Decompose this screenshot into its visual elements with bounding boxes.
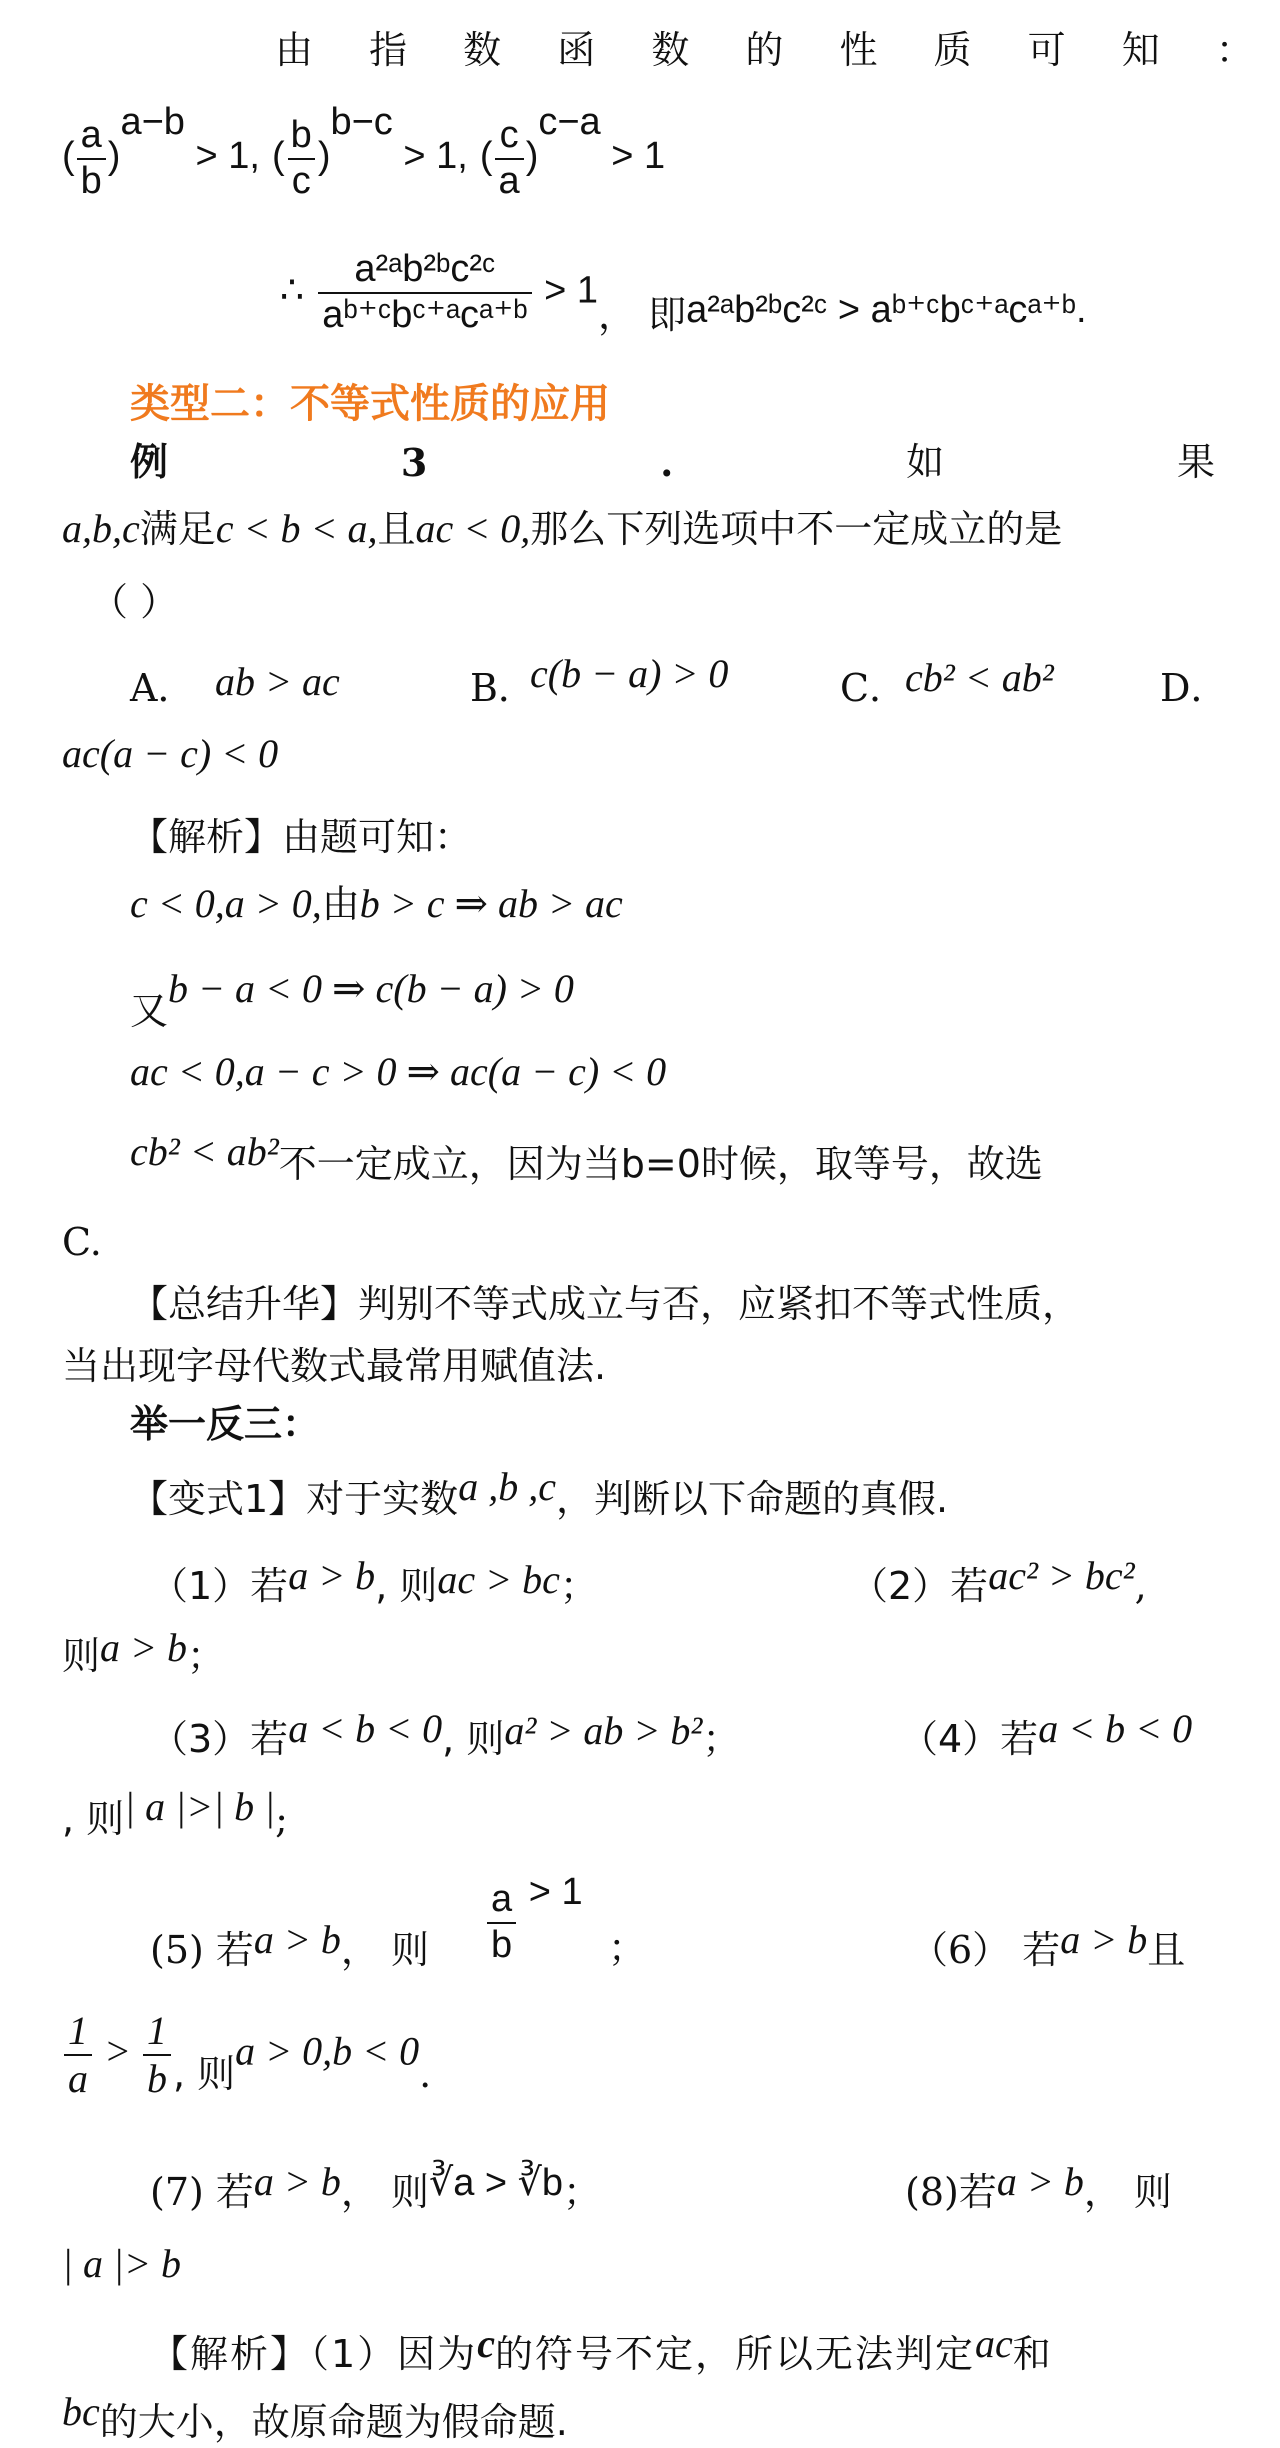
prop-2-conclusion: 则a > b；	[62, 1625, 226, 1678]
option-a-label: A．	[130, 666, 196, 710]
option-c-label: C．	[840, 666, 908, 710]
fraction-b-over-c: $\frac{b}{c}$	[287, 116, 316, 202]
option-b-expr: c(b − a) > 0	[530, 651, 729, 696]
prop-8-conclusion: | a |> b	[62, 2241, 181, 2286]
props-1-2: （1）若a > b, 则ac > bc； （2）若ac² > bc²,	[150, 1553, 1147, 1608]
analysis-step-1: c < 0,a > 0,由b > c ⇒ ab > ac	[130, 881, 623, 926]
props-5-6: (5) 若a > b， 则 $\frac{a}{b}$ > 1 ； （6） 若a > b且	[150, 1871, 1186, 1972]
example-3-condition: a,b,c满足c < b < a,且ac < 0,那么下列选项中不一定成立的是	[62, 506, 1063, 551]
option-a-expr: ab > ac	[215, 659, 340, 704]
props-3-4: （3）若a < b < 0, 则a² > ab > b²； （4）若a < b < 0	[150, 1706, 1193, 1761]
analysis-2-line-2: bc的大小，故原命题为假命题.	[62, 2389, 568, 2444]
fraction-a-over-b: $\frac{a}{b}$	[77, 116, 106, 202]
analysis-step-3: ac < 0,a − c > 0 ⇒ ac(a − c) < 0	[130, 1049, 667, 1094]
analysis-label: 【解析】由题可知：	[130, 815, 473, 859]
section-heading: 类型二：不等式性质的应用	[130, 381, 610, 427]
analysis-2-line-1: 【解析】（1）因为c的符号不定，所以无法判定ac和	[150, 2321, 1051, 2376]
summary-line-1: 【总结升华】判别不等式成立与否，应紧扣不等式性质，	[130, 1282, 1081, 1326]
example-3-line: 例 3 . 如 果	[130, 440, 1215, 485]
answer-paren: （ ）	[90, 580, 179, 624]
analysis-step-4: cb² < ab²不一定成立，因为当b=0时候，取等号，故选	[130, 1129, 1043, 1186]
juyi-heading: 举一反三：	[130, 1402, 321, 1446]
option-d-label: D．	[1160, 666, 1229, 710]
ineq-row-2: ∴ $\frac{\text{a²ᵃb²ᵇc²ᶜ}}{\text{aᵇ⁺ᶜbᶜ⁺ᵃcᵃ⁺ᵇ}}$ > 1， 即a²ᵃb²ᵇc²ᶜ > aᵇ⁺ᶜbᶜ⁺ᵃcᵃ⁺ᵇ.	[280, 248, 1087, 338]
option-d-expr: ac(a − c) < 0	[62, 731, 279, 776]
prop-6-conclusion: $\frac{1}{a}$ > $\frac{1}{b}$ , 则a > 0,b < 0.	[62, 2010, 431, 2100]
fraction-combined: $\frac{\text{a²ᵃb²ᵇc²ᶜ}}{\text{aᵇ⁺ᶜbᶜ⁺ᵃcᵃ⁺ᵇ}}$	[318, 250, 531, 336]
option-c-expr: cb² < ab²	[905, 655, 1054, 700]
options-row	[130, 651, 1229, 718]
analysis-answer: C.	[62, 1220, 102, 1264]
intro-text: 由 指 数 函 数 的 性 质 可 知 ：	[275, 28, 1276, 72]
analysis-step-2: 又b − a < 0 ⇒ c(b − a) > 0	[130, 966, 574, 1033]
fraction-c-over-a: $\frac{c}{a}$	[495, 116, 524, 202]
variant-1-intro: 【变式1】对于实数a ,b ,c，判断以下命题的真假.	[130, 1464, 949, 1521]
summary-line-2: 当出现字母代数式最常用赋值法.	[62, 1344, 607, 1388]
prop-4-conclusion: , 则| a |>| b |;	[62, 1784, 288, 1841]
option-b-label: B．	[470, 666, 536, 710]
intro-line	[275, 28, 1276, 74]
ineq-row-1: ( $\frac{a}{b}$ )$^{a-b}$ > 1, ( $\frac{b}{c}$ )$^{b-c}$ > 1, ( $\frac{c}{a}$ )$^{c-a}$ > 1	[62, 101, 666, 202]
props-7-8: (7) 若a > b， 则∛a > ∛b； (8)若a > b， 则	[150, 2159, 1172, 2214]
